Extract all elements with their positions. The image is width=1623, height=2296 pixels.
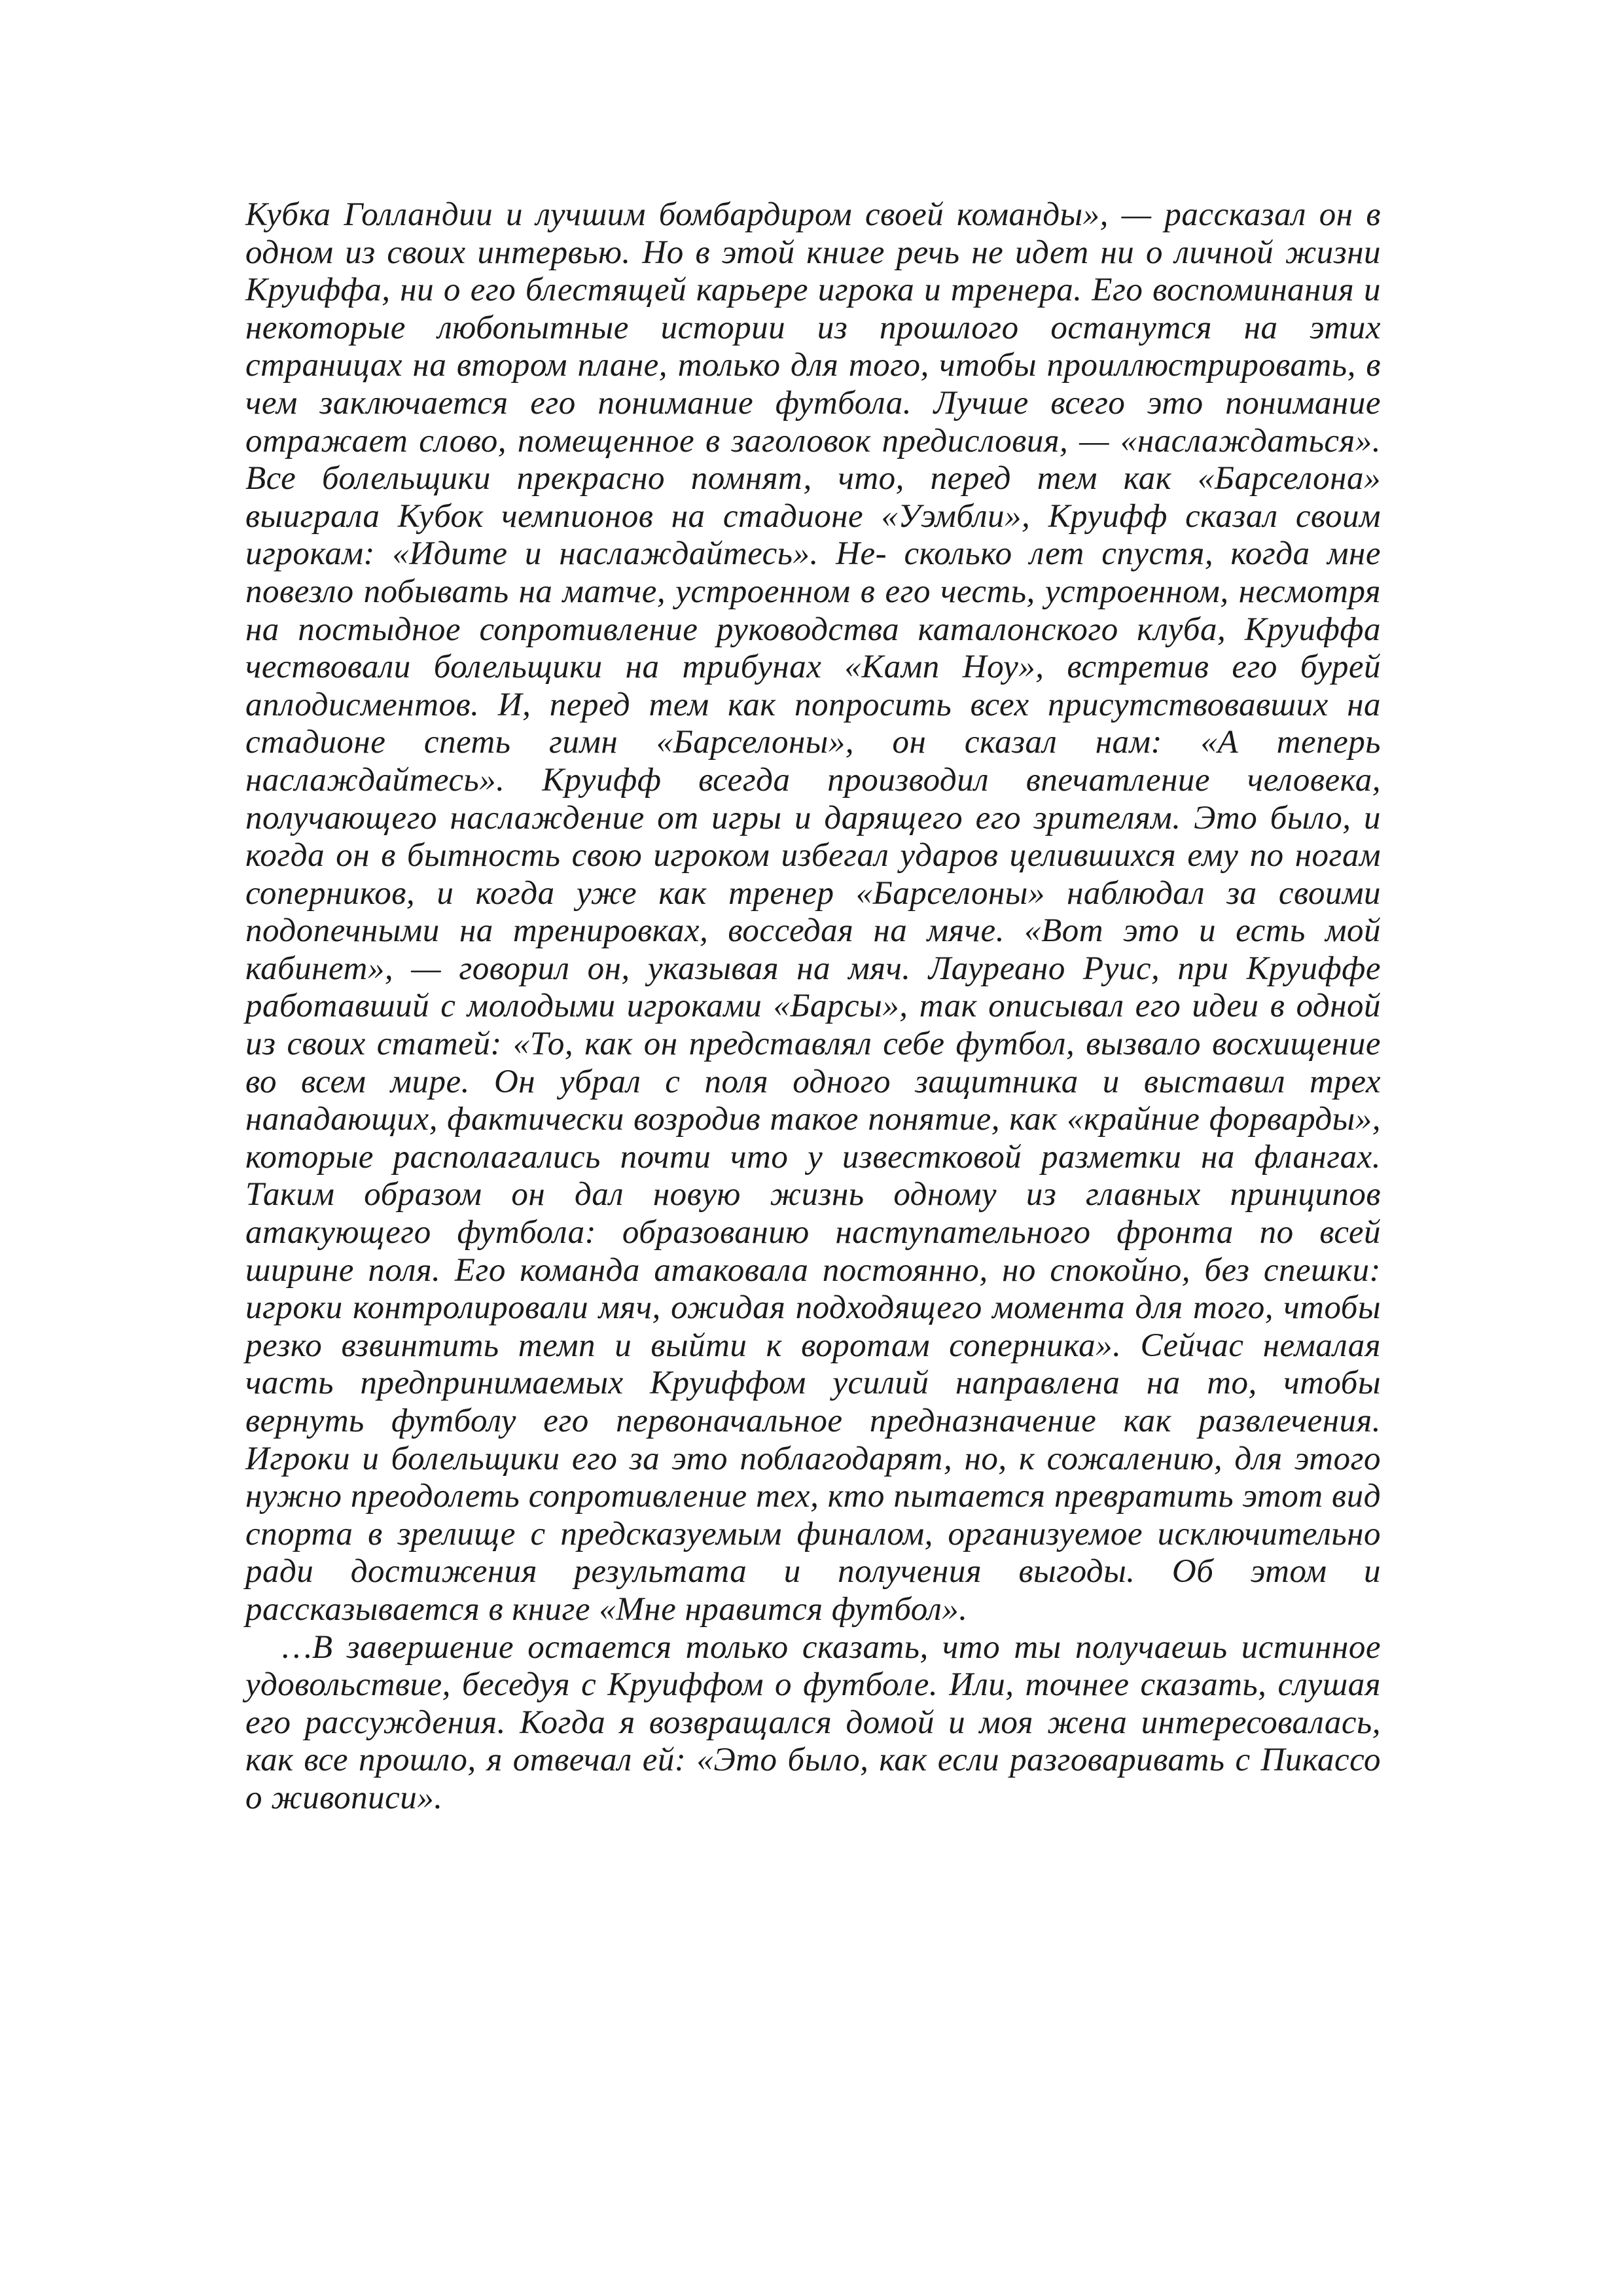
body-text [245, 196, 1381, 1818]
paragraph-conclusion: …В завершение остается только сказать, что ты получаешь истинное удовольствие, беседуя с Круиффом о футболе. Или, точнее сказать, слушая его рассуждения. Когда я возвращался домой и моя жена интересовалась, как все прошло, я отвечал ей: «Это было, как если разговаривать с Пикассо о живописи». [245, 1628, 1381, 1816]
paragraph-main: Кубка Голландии и лучшим бомбардиром своей команды», — рассказал он в одном из своих интервью. Но в этой книге речь не идет ни о личной жизни Круиффа, ни о его блестящей карьере игрока и тренера. Его воспоминания и некоторые любопытные истории из прошлого останутся на этих страницах на втором плане, только для того, чтобы проиллюстрировать, в чем заключается его понимание футбола. Лучше всего это понимание отражает слово, помещенное в заголовок предисловия, — «наслаждаться». Все болельщики прекрасно помнят, что, перед тем как «Барселона» выиграла Кубок чемпионов на стадионе «Уэмбли», Круифф сказал своим игрокам: «Идите и наслаждайтесь». Не- сколько лет спустя, когда мне повезло побывать на матче, устроенном в его честь, устроенном, несмотря на постыдное сопротивление руководства каталонского клуба, Круиффа чествовали болельщики на трибунах «Камп Ноу», встретив его бурей аплодисментов. И, перед тем как попросить всех присутствовавших на стадионе спеть гимн «Барселоны», он сказал нам: «А теперь наслаждайтесь». Круифф всегда производил впечатление человека, получающего наслаждение от игры и дарящего его зрителям. Это было, и когда он в бытность свою игроком избегал ударов целившихся ему по ногам соперников, и когда уже как тренер «Барселоны» наблюдал за своими подопечными на тренировках, восседая на мяче. «Вот это и есть мой кабинет», — говорил он, указывая на мяч. Лауреано Руис, при Круиффе работавший с молодыми игроками «Барсы», так описывал его идеи в одной из своих статей: «То, как он представлял себе футбол, вызвало восхищение во всем мире. Он убрал с поля одного защитника и выставил трех нападающих, фактически возродив такое понятие, как «крайние форварды», которые располагались почти что у известковой разметки на флангах. Таким образом он дал новую жизнь одному из главных принципов атакующего футбола: образованию наступательного фронта по всей ширине поля. Его команда атаковала постоянно, но спокойно, без спешки: игроки контролировали мяч, ожидая подходящего момента для того, чтобы резко взвинтить темп и выйти к воротам соперника». Сейчас немалая часть предпринимаемых Круиффом усилий направлена на то, чтобы вернуть футболу его первоначальное предназначение как развлечения. Игроки и болельщики его за это поблагодарят, но, к сожалению, для этого нужно преодолеть сопротивление тех, кто пытается превратить этот вид спорта в зрелище с предсказуемым финалом, организуемое исключительно ради достижения результата и получения выгоды. Об этом и рассказывается в книге «Мне нравится футбол». [245, 196, 1381, 1628]
